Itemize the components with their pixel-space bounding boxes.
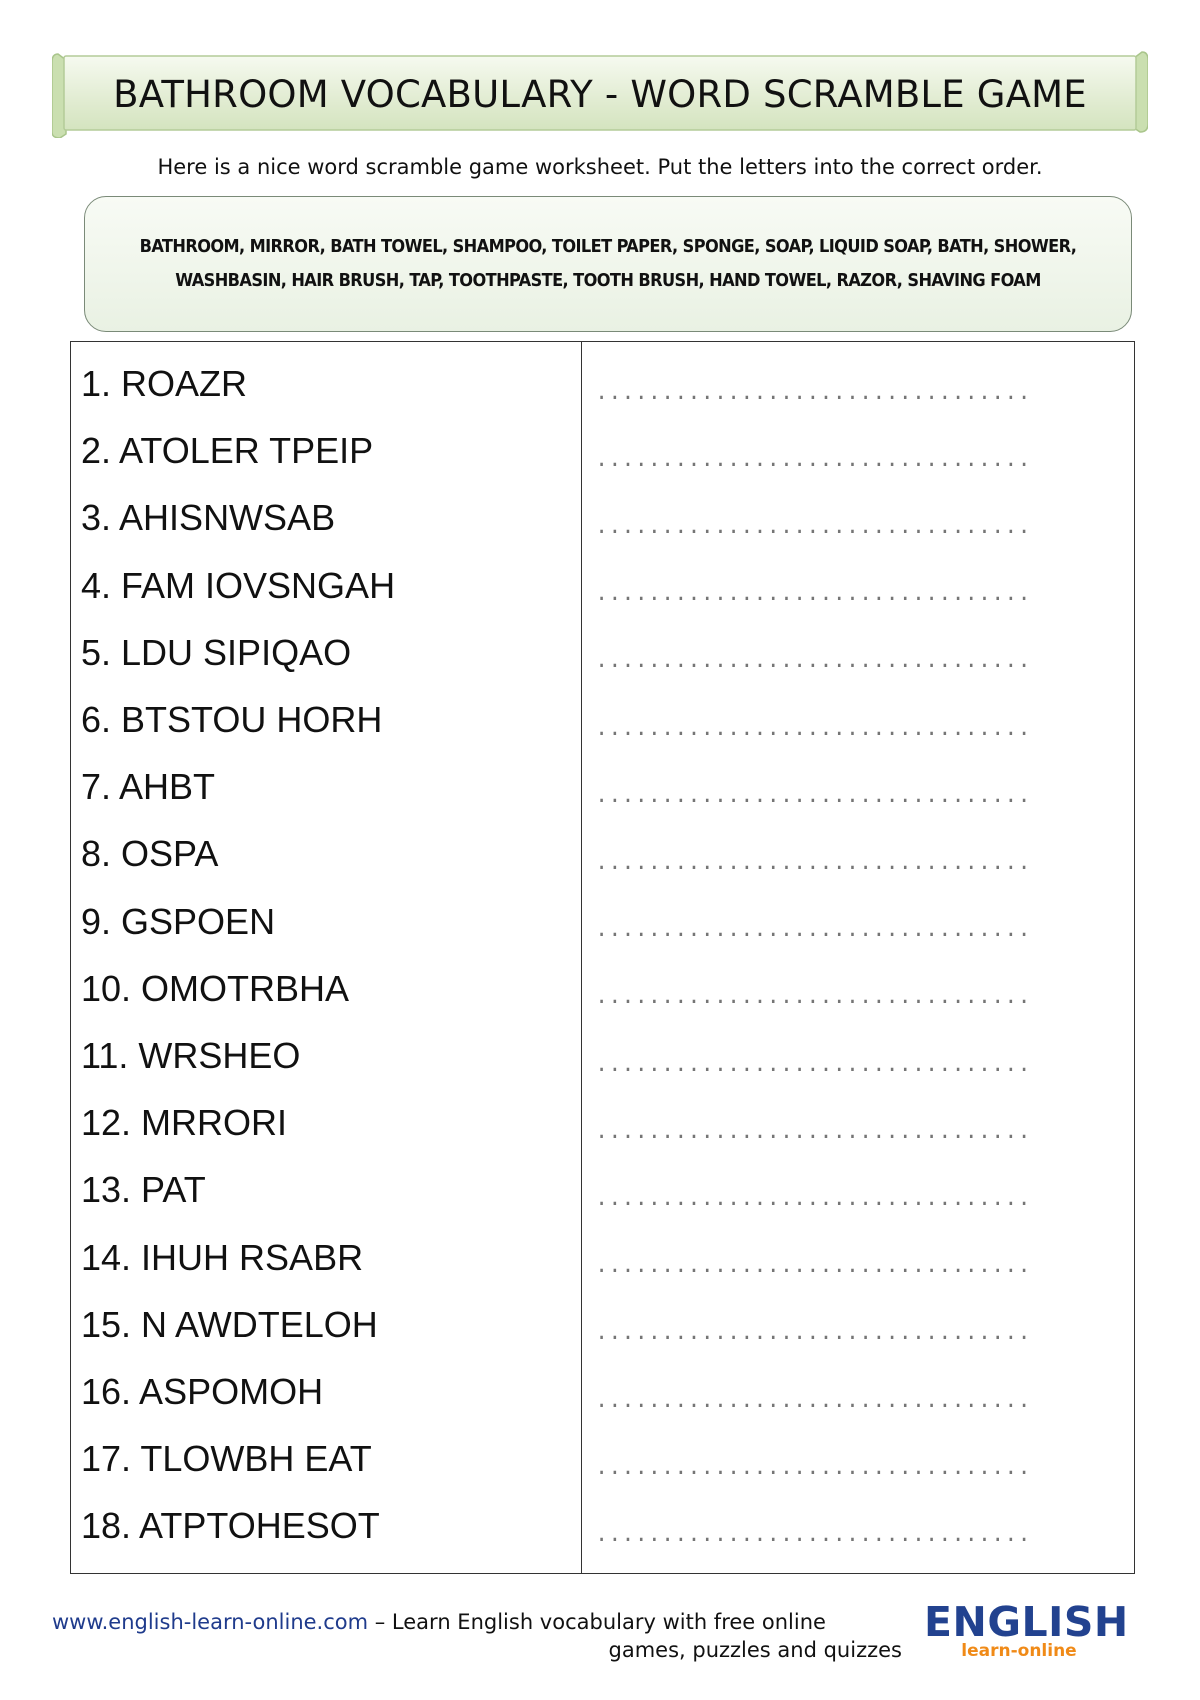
answer-field[interactable] (595, 722, 1035, 736)
scrambled-word: 10. OMOTRBHA (81, 967, 350, 1009)
scrambled-word: 11. WRSHEO (81, 1035, 301, 1076)
instructions-text: Here is a nice word scramble game worksheet. Put the letters into the correct order. (157, 155, 1043, 179)
answer-field[interactable] (595, 991, 1035, 1005)
scrambled-word: 9. GSPOEN (81, 900, 276, 942)
scramble-row (71, 619, 1134, 686)
answer-field[interactable] (595, 1125, 1035, 1139)
scramble-row (71, 484, 1134, 551)
website-link[interactable]: www.english-learn-online.com (52, 1610, 369, 1634)
answer-field[interactable] (595, 1192, 1035, 1206)
answer-field[interactable] (595, 1327, 1035, 1341)
answer-field[interactable] (595, 453, 1035, 467)
scrambled-word: 16. ASPOMOH (81, 1371, 324, 1412)
footer-text-line1: – Learn English vocabulary with free online (368, 1610, 826, 1634)
answer-field[interactable] (595, 1058, 1035, 1072)
scrambled-word: 7. AHBT (81, 766, 216, 808)
scramble-row (71, 1089, 1134, 1156)
footer-text-line2: games, puzzles and quizzes (608, 1638, 902, 1662)
answer-field[interactable] (595, 1394, 1035, 1408)
logo-sub-text: learn-online (961, 1641, 1077, 1661)
scramble-row (71, 1358, 1134, 1425)
answer-field[interactable] (595, 856, 1035, 870)
logo-main-text: ENGLISH (924, 1598, 1129, 1646)
answer-field[interactable] (595, 789, 1035, 803)
scramble-row (71, 1156, 1134, 1223)
page-title: BATHROOM VOCABULARY - WORD SCRAMBLE GAME (113, 72, 1087, 116)
title-banner (52, 50, 1148, 138)
scramble-row (71, 1022, 1134, 1089)
scramble-row (71, 1224, 1134, 1291)
word-bank-list: BATHROOM, MIRROR, BATH TOWEL, SHAMPOO, TOILET PAPER, SPONGE, SOAP, LIQUID SOAP, BATH, SHOWER, WASHBASIN, HAIR BRUSH, TAP, TOOTHPASTE, TOOTH BRUSH, HAND TOWEL, RAZOR, SHAVING FOAM (139, 236, 1077, 291)
scramble-row (71, 350, 1134, 417)
scramble-row (71, 417, 1134, 484)
answer-field[interactable] (595, 386, 1035, 400)
scramble-row (71, 1291, 1134, 1358)
footer (52, 1608, 902, 1664)
scramble-row (71, 955, 1134, 1022)
scrambled-word: 17. TLOWBH EAT (81, 1438, 372, 1480)
scrambled-word: 4. FAM IOVSNGAH (81, 564, 396, 606)
answer-field[interactable] (595, 655, 1035, 669)
scramble-row (71, 888, 1134, 955)
answer-field[interactable] (595, 520, 1035, 534)
scrambled-word: 8. OSPA (81, 833, 219, 875)
word-bank-box (84, 196, 1132, 332)
scrambled-word: 5. LDU SIPIQAO (81, 631, 352, 673)
english-learn-online-logo[interactable] (924, 1598, 1129, 1664)
answer-field[interactable] (595, 588, 1035, 602)
scrambled-word: 15. N AWDTELOH (81, 1303, 378, 1345)
scramble-row (71, 753, 1134, 820)
answer-field[interactable] (595, 1528, 1035, 1542)
scramble-row (71, 1492, 1134, 1559)
scramble-table (70, 341, 1135, 1574)
answer-field[interactable] (595, 1461, 1035, 1475)
answer-field[interactable] (595, 924, 1035, 938)
scrambled-word: 1. ROAZR (81, 363, 248, 404)
scrambled-word: 13. PAT (81, 1169, 206, 1211)
scrambled-word: 6. BTSTOU HORH (81, 699, 383, 740)
scrambled-word: 14. IHUH RSABR (81, 1236, 364, 1278)
answer-field[interactable] (595, 1260, 1035, 1274)
scrambled-word: 18. ATPTOHESOT (81, 1505, 380, 1547)
scrambled-word: 12. MRRORI (81, 1102, 288, 1144)
scramble-row (71, 552, 1134, 619)
scrambled-word: 2. ATOLER TPEIP (81, 430, 374, 472)
scrambled-word: 3. AHISNWSAB (81, 497, 336, 539)
scramble-row (71, 820, 1134, 887)
scramble-row (71, 1425, 1134, 1492)
scramble-row (71, 686, 1134, 753)
